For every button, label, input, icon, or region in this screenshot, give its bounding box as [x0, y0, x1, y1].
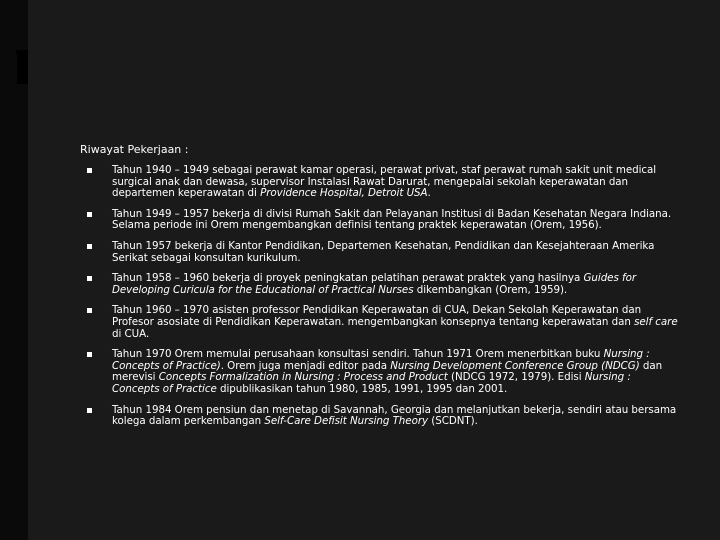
italic-title: Guides for Developing Curicula for the Educational of Practical Nurses: [112, 272, 637, 296]
text-segment: dipublikasikan tahun 1980, 1985, 1991, 1995 dan 2001.: [216, 382, 508, 395]
italic-title: Nursing Development Conference Group (NDCG): [390, 359, 640, 372]
list-item-text: [112, 273, 680, 296]
list-item: [80, 209, 680, 232]
text-segment: dan merevisi: [112, 359, 663, 384]
list-item: [80, 273, 680, 296]
text-segment: (SCDNT).: [428, 415, 478, 428]
text-segment: Tahun 1984 Orem pensiun dan menetap di Savannah, Georgia dan melanjutkan bekerja, sendiri atau bersama kolega dalam perkembangan: [112, 403, 677, 428]
square-bullet-icon: [87, 308, 92, 313]
square-bullet-icon: [87, 408, 92, 413]
text-segment: di CUA.: [112, 327, 150, 340]
italic-title: self care: [634, 315, 678, 328]
list-item: [80, 241, 680, 264]
text-segment: Tahun 1949 – 1957 bekerja di divisi Rumah Sakit dan Pelayanan Institusi di Badan Kesehatan Negara Indiana. Selama periode ini Orem mengembangkan definisi tentang praktek keperawatan (Orem, 1956).: [112, 207, 672, 232]
text-segment: dikembangkan (Orem, 1959).: [413, 283, 568, 296]
italic-title: Self-Care Defisit Nursing Theory: [264, 415, 429, 428]
list-item-text: [112, 165, 680, 200]
text-segment: (NDCG 1972, 1979). Edisi: [447, 371, 585, 384]
text-segment: Tahun 1940 – 1949 sebagai perawat kamar operasi, perawat privat, staf perawat rumah sakit unit medical surgical anak dan dewasa, supervisor Instalasi Rawat Darurat, mengepalai sekolah keperawatan dan departemen keperawatan di: [112, 164, 657, 200]
square-bullet-icon: [87, 352, 92, 357]
text-segment: .: [427, 187, 431, 200]
text-segment: Tahun 1957 bekerja di Kantor Pendidikan, Departemen Kesehatan, Pendidikan dan Kesejahteraan Amerika Serikat sebagai konsultan kurikulum.: [112, 239, 655, 264]
square-bullet-icon: [87, 244, 92, 249]
accent-bar: [17, 50, 28, 84]
text-segment: Tahun 1960 – 1970 asisten professor Pendidikan Keperawatan di CUA, Dekan Sekolah Keperawatan dan Profesor asosiate di Pendidikan Keperawatan. mengembangkan konsepnya tentang keperawatan dan: [112, 304, 642, 328]
slide-content: [80, 143, 680, 437]
list-item-text: [112, 405, 680, 428]
italic-title: Nursing : Concepts of Practice): [112, 348, 650, 372]
section-heading: Riwayat Pekerjaan :: [80, 143, 189, 156]
employment-history-list: [80, 165, 680, 428]
list-item: [80, 165, 680, 200]
list-item: [80, 305, 680, 340]
square-bullet-icon: [87, 276, 92, 281]
list-item-text: [112, 305, 680, 340]
list-item-text: [112, 241, 680, 264]
text-segment: Tahun 1958 – 1960 bekerja di proyek peningkatan pelatihan perawat praktek yang hasilnya: [112, 272, 584, 285]
italic-title: Nursing : Concepts of Practice: [112, 371, 631, 395]
list-item-text: [112, 349, 680, 395]
italic-title: Concepts Formalization in Nursing : Process and Product: [158, 371, 448, 384]
list-item: [80, 349, 680, 395]
text-segment: . Orem juga menjadi editor pada: [220, 359, 391, 372]
square-bullet-icon: [87, 168, 92, 173]
list-item-text: [112, 209, 680, 232]
italic-title: Providence Hospital, Detroit USA: [260, 187, 428, 200]
list-item: [80, 405, 680, 428]
square-bullet-icon: [87, 212, 92, 217]
text-segment: Tahun 1970 Orem memulai perusahaan konsultasi sendiri. Tahun 1971 Orem menerbitkan buku: [112, 348, 604, 361]
